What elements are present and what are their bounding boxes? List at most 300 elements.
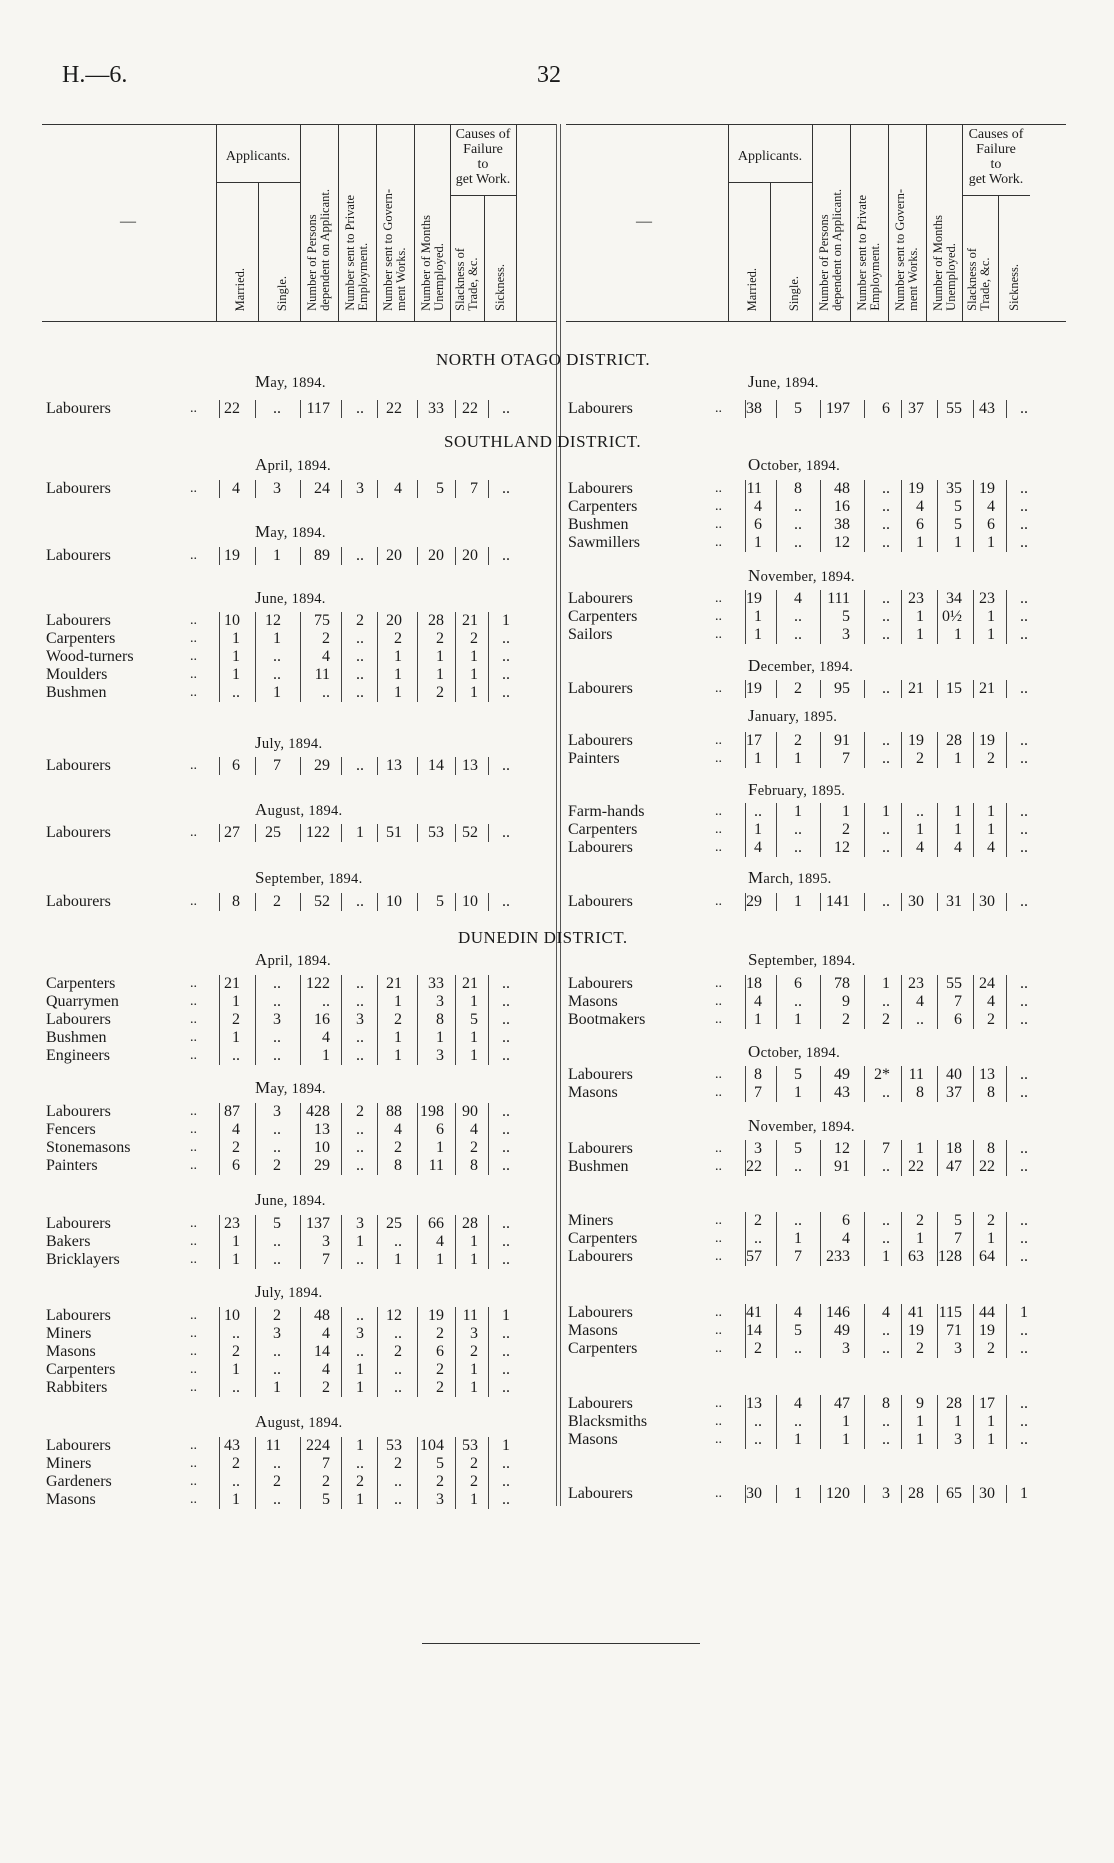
table-cell: .. bbox=[502, 400, 510, 417]
table-cell: .. bbox=[356, 975, 364, 992]
table-cell: .. bbox=[882, 893, 890, 910]
table-cell: 23 bbox=[224, 1215, 240, 1232]
occupation-label: Masons bbox=[46, 1343, 96, 1360]
table-cell: 31 bbox=[946, 893, 962, 910]
table-cell: .. bbox=[273, 1251, 281, 1268]
leader-dots: .. bbox=[190, 685, 197, 700]
table-cell: .. bbox=[1020, 1431, 1028, 1448]
table-cell: .. bbox=[356, 893, 364, 910]
table-cell: 28 bbox=[908, 1485, 924, 1502]
table-cell: 14 bbox=[428, 757, 444, 774]
table-cell: 6 bbox=[882, 400, 890, 417]
table-cell: 19 bbox=[746, 680, 762, 697]
leader-dots: .. bbox=[190, 1104, 197, 1119]
table-cell: .. bbox=[502, 1473, 510, 1490]
table-cell: 52 bbox=[314, 893, 330, 910]
table-cell: 1 bbox=[794, 803, 802, 820]
occupation-label: Fencers bbox=[46, 1121, 96, 1138]
table-cell: .. bbox=[394, 1325, 402, 1342]
table-cell: 30 bbox=[979, 893, 995, 910]
table-cell: 1 bbox=[916, 1413, 924, 1430]
table-cell: 1 bbox=[987, 1230, 995, 1247]
table-cell: 28 bbox=[946, 1395, 962, 1412]
table-cell: 2 bbox=[356, 612, 364, 629]
table-cell: 1 bbox=[356, 1437, 364, 1454]
period-heading: June, 1894. bbox=[255, 588, 326, 607]
table-cell: 6 bbox=[916, 516, 924, 533]
table-row bbox=[46, 1343, 530, 1361]
table-cell: .. bbox=[1020, 480, 1028, 497]
leader-dots: .. bbox=[715, 840, 722, 855]
table-cell: .. bbox=[882, 750, 890, 767]
leader-dots: .. bbox=[715, 1067, 722, 1082]
table-row bbox=[46, 1139, 530, 1157]
leader-dots: .. bbox=[190, 1380, 197, 1395]
table-cell: 2 bbox=[470, 1455, 478, 1472]
occupation-label: Masons bbox=[568, 1322, 618, 1339]
leader-dots: .. bbox=[190, 1474, 197, 1489]
table-cell: 6 bbox=[232, 757, 240, 774]
occupation-label: Masons bbox=[568, 1084, 618, 1101]
table-cell: 137 bbox=[306, 1215, 330, 1232]
leader-dots: .. bbox=[190, 1362, 197, 1377]
occupation-label: Carpenters bbox=[568, 1230, 638, 1247]
table-cell: 7 bbox=[954, 1230, 962, 1247]
header-applicants: Applicants. bbox=[737, 149, 803, 164]
table-cell: .. bbox=[394, 1491, 402, 1508]
table-cell: 1 bbox=[954, 803, 962, 820]
table-cell: .. bbox=[882, 590, 890, 607]
table-cell: 78 bbox=[834, 975, 850, 992]
table-cell: .. bbox=[273, 666, 281, 683]
table-cell: 38 bbox=[834, 516, 850, 533]
table-cell: .. bbox=[754, 1230, 762, 1247]
table-cell: .. bbox=[1020, 590, 1028, 607]
table-cell: 1 bbox=[794, 1011, 802, 1028]
table-cell: .. bbox=[502, 1121, 510, 1138]
table-row bbox=[568, 608, 1048, 626]
leader-dots: .. bbox=[715, 751, 722, 766]
occupation-label: Labourers bbox=[46, 547, 111, 564]
table-cell: 7 bbox=[322, 1251, 330, 1268]
table-cell: 48 bbox=[834, 480, 850, 497]
table-cell: 29 bbox=[314, 1157, 330, 1174]
header-causes: Causes of Failure to get Work. bbox=[455, 127, 511, 187]
occupation-label: Miners bbox=[46, 1325, 92, 1342]
table-cell: .. bbox=[322, 684, 330, 701]
table-cell: .. bbox=[1020, 1230, 1028, 1247]
table-cell: 2 bbox=[987, 1011, 995, 1028]
table-row bbox=[568, 534, 1048, 552]
table-cell: 10 bbox=[314, 1139, 330, 1156]
table-cell: 4 bbox=[987, 498, 995, 515]
table-cell: 2 bbox=[987, 1212, 995, 1229]
period-heading: November, 1894. bbox=[748, 1116, 855, 1135]
table-cell: .. bbox=[502, 993, 510, 1010]
table-cell: .. bbox=[356, 1139, 364, 1156]
table-cell: 1 bbox=[842, 1431, 850, 1448]
table-cell: 5 bbox=[436, 480, 444, 497]
header-causes: Causes of Failure to get Work. bbox=[968, 127, 1024, 187]
table-cell: 5 bbox=[954, 516, 962, 533]
table-row bbox=[46, 975, 530, 993]
table-cell: 1 bbox=[916, 608, 924, 625]
table-cell: .. bbox=[356, 1343, 364, 1360]
table-cell: 11 bbox=[428, 1157, 444, 1174]
table-cell: .. bbox=[273, 975, 281, 992]
table-cell: 55 bbox=[946, 400, 962, 417]
table-cell: .. bbox=[1020, 1395, 1028, 1412]
table-cell: 1 bbox=[987, 534, 995, 551]
table-cell: .. bbox=[232, 1473, 240, 1490]
table-cell: 17 bbox=[979, 1395, 995, 1412]
table-cell: 1 bbox=[436, 666, 444, 683]
table-row bbox=[46, 993, 530, 1011]
table-cell: 1 bbox=[987, 821, 995, 838]
table-cell: 7 bbox=[842, 750, 850, 767]
period-heading: April, 1894. bbox=[255, 950, 331, 969]
table-cell: 1 bbox=[987, 803, 995, 820]
table-cell: 19 bbox=[979, 1322, 995, 1339]
table-cell: 40 bbox=[946, 1066, 962, 1083]
table-row bbox=[568, 893, 1048, 911]
leader-dots: .. bbox=[715, 994, 722, 1009]
table-cell: .. bbox=[502, 1361, 510, 1378]
table-cell: 1 bbox=[916, 821, 924, 838]
table-cell: 115 bbox=[938, 1304, 962, 1321]
leader-dots: .. bbox=[715, 401, 722, 416]
table-cell: 1 bbox=[754, 534, 762, 551]
leader-dots: .. bbox=[190, 1048, 197, 1063]
leader-dots: .. bbox=[190, 1492, 197, 1507]
table-cell: .. bbox=[273, 1233, 281, 1250]
table-cell: 1 bbox=[470, 993, 478, 1010]
table-cell: 117 bbox=[306, 400, 330, 417]
table-cell: 53 bbox=[462, 1437, 478, 1454]
table-cell: .. bbox=[882, 1158, 890, 1175]
occupation-label: Masons bbox=[568, 1431, 618, 1448]
table-row bbox=[46, 1325, 530, 1343]
table-cell: 1 bbox=[954, 626, 962, 643]
table-cell: 197 bbox=[826, 400, 850, 417]
table-cell: .. bbox=[794, 498, 802, 515]
table-cell: 1 bbox=[470, 1379, 478, 1396]
table-cell: .. bbox=[232, 1325, 240, 1342]
leader-dots: .. bbox=[715, 499, 722, 514]
table-cell: .. bbox=[232, 1047, 240, 1064]
table-cell: .. bbox=[502, 480, 510, 497]
table-cell: 8 bbox=[882, 1395, 890, 1412]
header-slackness: Slackness of Trade, &c. bbox=[453, 248, 480, 311]
table-cell: .. bbox=[356, 648, 364, 665]
header-sickness: Sickness. bbox=[493, 264, 507, 311]
table-cell: .. bbox=[394, 1379, 402, 1396]
table-cell: 1 bbox=[987, 608, 995, 625]
table-cell: 1 bbox=[356, 824, 364, 841]
occupation-label: Labourers bbox=[568, 893, 633, 910]
table-cell: 1 bbox=[232, 1491, 240, 1508]
table-cell: .. bbox=[754, 803, 762, 820]
table-cell: 88 bbox=[386, 1103, 402, 1120]
occupation-label: Masons bbox=[568, 993, 618, 1010]
table-cell: 6 bbox=[754, 516, 762, 533]
table-cell: 91 bbox=[834, 732, 850, 749]
header-sickness: Sickness. bbox=[1007, 264, 1021, 311]
leader-dots: .. bbox=[715, 733, 722, 748]
table-cell: .. bbox=[356, 666, 364, 683]
header-dash: — bbox=[120, 213, 136, 230]
table-cell: 1 bbox=[436, 1251, 444, 1268]
leader-dots: .. bbox=[715, 591, 722, 606]
table-cell: 1 bbox=[273, 547, 281, 564]
table-cell: 1 bbox=[754, 1011, 762, 1028]
occupation-label: Masons bbox=[46, 1491, 96, 1508]
table-cell: .. bbox=[356, 993, 364, 1010]
table-cell: .. bbox=[916, 803, 924, 820]
table-cell: 4 bbox=[916, 498, 924, 515]
table-cell: 19 bbox=[428, 1307, 444, 1324]
table-cell: 2 bbox=[916, 1212, 924, 1229]
table-row bbox=[46, 547, 530, 565]
header-government: Number sent to Govern- ment Works. bbox=[381, 189, 408, 311]
table-cell: 19 bbox=[908, 1322, 924, 1339]
table-cell: 65 bbox=[946, 1485, 962, 1502]
table-cell: 1 bbox=[1020, 1304, 1028, 1321]
table-row bbox=[568, 680, 1048, 698]
table-row bbox=[46, 400, 530, 418]
table-row bbox=[568, 1413, 1048, 1431]
table-cell: 8 bbox=[754, 1066, 762, 1083]
table-cell: 5 bbox=[273, 1215, 281, 1232]
table-cell: 13 bbox=[979, 1066, 995, 1083]
leader-dots: .. bbox=[190, 613, 197, 628]
table-cell: .. bbox=[1020, 680, 1028, 697]
occupation-label: Bushmen bbox=[568, 516, 629, 533]
table-cell: .. bbox=[882, 993, 890, 1010]
header-single: Single. bbox=[787, 275, 801, 311]
table-cell: .. bbox=[882, 534, 890, 551]
header-private: Number sent to Private Employment. bbox=[343, 195, 370, 311]
table-cell: 2 bbox=[794, 732, 802, 749]
leader-dots: .. bbox=[190, 1140, 197, 1155]
occupation-label: Labourers bbox=[46, 480, 111, 497]
table-row bbox=[568, 1340, 1048, 1358]
table-cell: 10 bbox=[224, 1307, 240, 1324]
occupation-label: Labourers bbox=[568, 839, 633, 856]
table-row bbox=[568, 1248, 1048, 1266]
table-cell: 10 bbox=[224, 612, 240, 629]
table-cell: 4 bbox=[954, 839, 962, 856]
table-cell: 1 bbox=[794, 1485, 802, 1502]
table-cell: 4 bbox=[754, 993, 762, 1010]
table-cell: 22 bbox=[462, 400, 478, 417]
table-cell: 2 bbox=[436, 684, 444, 701]
table-cell: 1 bbox=[436, 1139, 444, 1156]
table-cell: .. bbox=[754, 1413, 762, 1430]
leader-dots: .. bbox=[190, 481, 197, 496]
occupation-label: Labourers bbox=[46, 1307, 111, 1324]
table-cell: 0½ bbox=[942, 608, 962, 625]
table-cell: 2 bbox=[842, 821, 850, 838]
header-slackness: Slackness of Trade, &c. bbox=[965, 248, 992, 311]
table-cell: 19 bbox=[908, 480, 924, 497]
table-cell: 1 bbox=[232, 1029, 240, 1046]
occupation-label: Labourers bbox=[568, 1395, 633, 1412]
table-cell: 6 bbox=[436, 1343, 444, 1360]
period-heading: April, 1894. bbox=[255, 455, 331, 474]
table-cell: 1 bbox=[394, 993, 402, 1010]
period-heading: October, 1894. bbox=[748, 455, 841, 474]
table-cell: 11 bbox=[265, 1437, 281, 1454]
table-cell: 2 bbox=[394, 1343, 402, 1360]
table-cell: 34 bbox=[946, 590, 962, 607]
table-cell: 9 bbox=[842, 993, 850, 1010]
table-cell: 8 bbox=[987, 1140, 995, 1157]
leader-dots: .. bbox=[190, 401, 197, 416]
table-cell: 128 bbox=[938, 1248, 962, 1265]
table-cell: .. bbox=[882, 516, 890, 533]
header-private: Number sent to Private Employment. bbox=[855, 195, 882, 311]
table-row bbox=[46, 893, 530, 911]
table-row bbox=[568, 803, 1048, 821]
occupation-label: Gardeners bbox=[46, 1473, 112, 1490]
table-cell: 104 bbox=[420, 1437, 444, 1454]
table-cell: .. bbox=[394, 1473, 402, 1490]
period-heading: October, 1894. bbox=[748, 1042, 841, 1061]
table-cell: 25 bbox=[265, 824, 281, 841]
table-cell: 71 bbox=[946, 1322, 962, 1339]
table-cell: 21 bbox=[224, 975, 240, 992]
leader-dots: .. bbox=[715, 609, 722, 624]
table-cell: 1 bbox=[322, 1047, 330, 1064]
occupation-label: Labourers bbox=[46, 400, 111, 417]
occupation-label: Carpenters bbox=[46, 630, 116, 647]
table-row bbox=[568, 400, 1048, 418]
table-cell: 1 bbox=[794, 1230, 802, 1247]
table-cell: 28 bbox=[946, 732, 962, 749]
table-cell: .. bbox=[1020, 608, 1028, 625]
table-cell: 5 bbox=[794, 400, 802, 417]
table-cell: .. bbox=[882, 608, 890, 625]
table-cell: 2 bbox=[322, 630, 330, 647]
table-cell: 4 bbox=[322, 648, 330, 665]
table-cell: 4 bbox=[987, 993, 995, 1010]
table-cell: 55 bbox=[946, 975, 962, 992]
table-row bbox=[568, 750, 1048, 768]
table-cell: 87 bbox=[224, 1103, 240, 1120]
table-cell: 3 bbox=[470, 1325, 478, 1342]
table-cell: 3 bbox=[322, 1233, 330, 1250]
table-cell: 5 bbox=[794, 1066, 802, 1083]
table-cell: 1 bbox=[754, 750, 762, 767]
table-cell: .. bbox=[356, 1307, 364, 1324]
table-row bbox=[46, 1251, 530, 1269]
leader-dots: .. bbox=[190, 994, 197, 1009]
table-cell: 8 bbox=[470, 1157, 478, 1174]
table-cell: 428 bbox=[306, 1103, 330, 1120]
table-cell: 1 bbox=[470, 648, 478, 665]
table-cell: 30 bbox=[979, 1485, 995, 1502]
table-cell: .. bbox=[502, 547, 510, 564]
table-cell: .. bbox=[502, 1251, 510, 1268]
table-cell: .. bbox=[502, 1103, 510, 1120]
table-cell: .. bbox=[916, 1011, 924, 1028]
leader-dots: .. bbox=[715, 1213, 722, 1228]
table-cell: 1 bbox=[356, 1233, 364, 1250]
table-cell: 2 bbox=[394, 1139, 402, 1156]
table-cell: 111 bbox=[827, 590, 850, 607]
leader-dots: .. bbox=[190, 825, 197, 840]
table-cell: 2 bbox=[754, 1340, 762, 1357]
leader-dots: .. bbox=[715, 1432, 722, 1447]
table-cell: 1 bbox=[356, 1491, 364, 1508]
table-row bbox=[46, 1491, 530, 1509]
table-cell: 1 bbox=[470, 684, 478, 701]
occupation-label: Labourers bbox=[568, 480, 633, 497]
table-cell: 4 bbox=[916, 839, 924, 856]
table-row bbox=[568, 626, 1048, 644]
table-cell: 1 bbox=[954, 750, 962, 767]
table-cell: 4 bbox=[754, 498, 762, 515]
table-row bbox=[46, 1029, 530, 1047]
table-cell: 22 bbox=[386, 400, 402, 417]
table-cell: .. bbox=[794, 534, 802, 551]
table-cell: .. bbox=[794, 1158, 802, 1175]
table-row bbox=[46, 1361, 530, 1379]
leader-dots: .. bbox=[715, 681, 722, 696]
table-cell: 2 bbox=[754, 1212, 762, 1229]
table-cell: .. bbox=[1020, 534, 1028, 551]
table-cell: 3 bbox=[842, 1340, 850, 1357]
table-cell: 23 bbox=[979, 590, 995, 607]
header-single: Single. bbox=[275, 275, 289, 311]
table-cell: 15 bbox=[946, 680, 962, 697]
table-cell: 1 bbox=[470, 1361, 478, 1378]
occupation-label: Bushmen bbox=[568, 1158, 629, 1175]
table-cell: 33 bbox=[428, 400, 444, 417]
period-heading: June, 1894. bbox=[255, 1190, 326, 1209]
table-cell: .. bbox=[502, 630, 510, 647]
table-cell: 2 bbox=[436, 1473, 444, 1490]
occupation-label: Labourers bbox=[46, 824, 111, 841]
table-cell: .. bbox=[882, 1413, 890, 1430]
table-cell: 1 bbox=[954, 821, 962, 838]
leader-dots: .. bbox=[190, 631, 197, 646]
table-row bbox=[46, 1455, 530, 1473]
table-cell: 2 bbox=[882, 1011, 890, 1028]
table-cell: 1 bbox=[470, 1491, 478, 1508]
leader-dots: .. bbox=[190, 1252, 197, 1267]
table-cell: .. bbox=[1020, 1066, 1028, 1083]
occupation-label: Painters bbox=[46, 1157, 98, 1174]
table-cell: 12 bbox=[834, 1140, 850, 1157]
table-cell: 29 bbox=[314, 757, 330, 774]
table-row bbox=[568, 975, 1048, 993]
table-row bbox=[568, 1395, 1048, 1413]
table-cell: 1 bbox=[794, 893, 802, 910]
table-cell: 43 bbox=[834, 1084, 850, 1101]
table-cell: 3 bbox=[356, 1325, 364, 1342]
table-cell: .. bbox=[1020, 1084, 1028, 1101]
table-cell: 7 bbox=[754, 1084, 762, 1101]
occupation-label: Rabbiters bbox=[46, 1379, 108, 1396]
table-cell: 52 bbox=[462, 824, 478, 841]
table-row bbox=[568, 839, 1048, 857]
leader-dots: .. bbox=[715, 517, 722, 532]
table-cell: 6 bbox=[954, 1011, 962, 1028]
period-heading: July, 1894. bbox=[255, 1282, 323, 1301]
table-cell: 2 bbox=[987, 750, 995, 767]
